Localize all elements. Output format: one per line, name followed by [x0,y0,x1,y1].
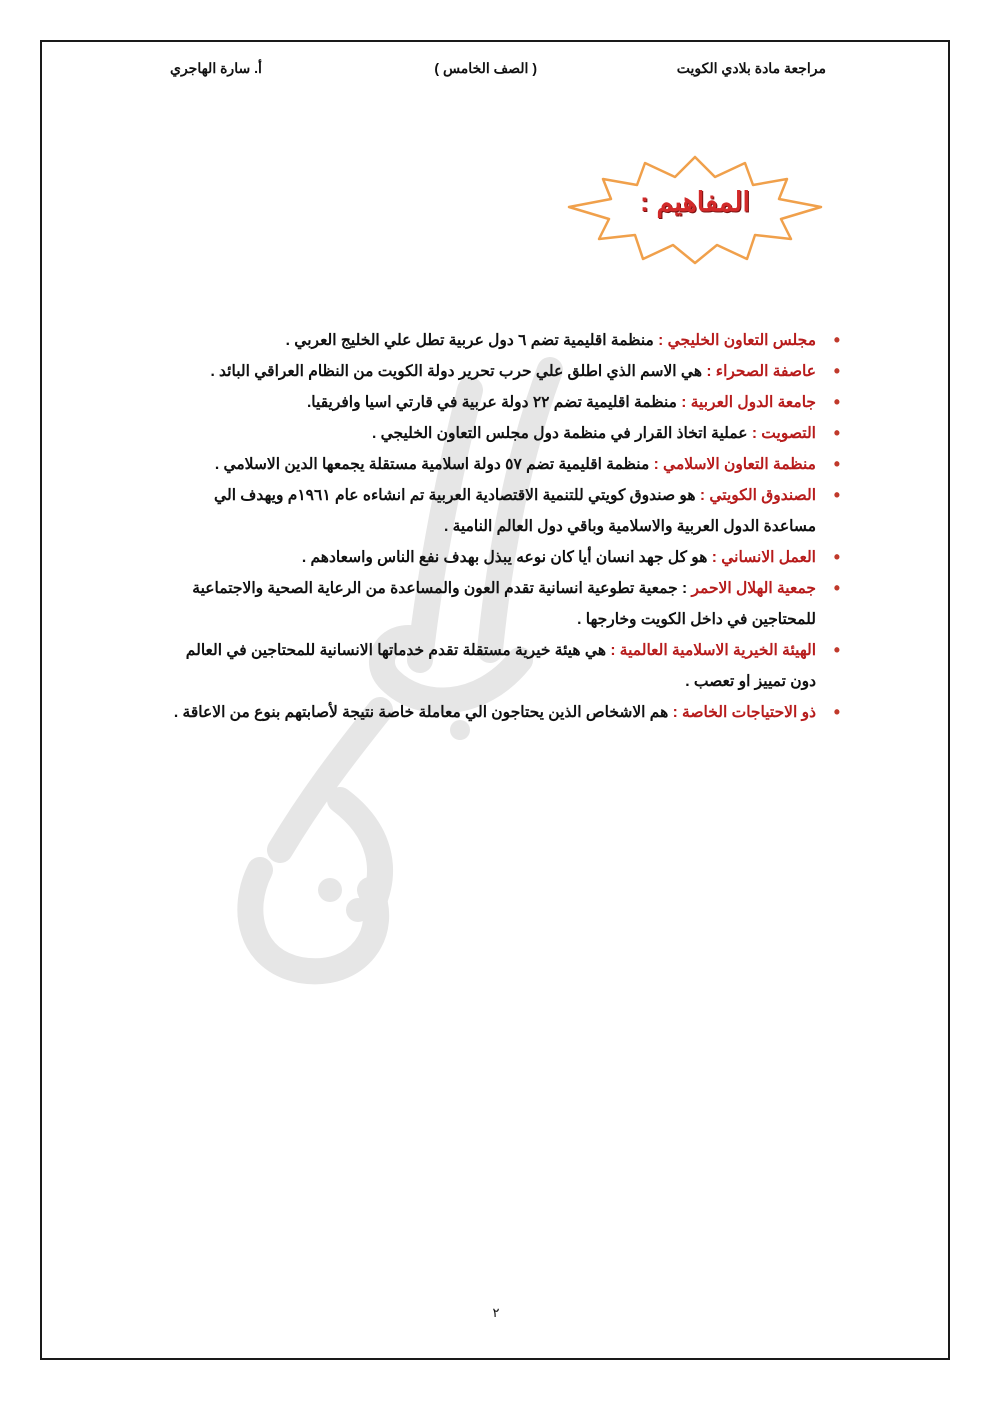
section-title: المفاهيم : [639,187,751,217]
page-number: ٢ [492,1305,500,1320]
concept-definition: هو كل جهد انسان أيا كان نوعه يبذل بهدف نفع الناس واسعادهم . [301,549,712,566]
concept-item [160,697,840,728]
concepts-list [160,325,840,728]
concept-item [160,573,840,635]
concept-definition: هم الاشخاص الذين يحتاجون الي معاملة خاصة نتيجة لأصابتهم بنوع من الاعاقة . [173,704,673,721]
grade-label: ( الصف الخامس ) [434,60,537,76]
page-header [0,60,992,84]
section-title-badge [565,155,825,265]
concept-item [160,356,840,387]
concept-definition: : جمعية تطوعية انسانية تقدم العون والمساعدة من الرعاية الصحية والاجتماعية للمحتاجين في داخل الكويت وخارجها . [192,580,816,628]
concept-definition: عملية اتخاذ القرار في منظمة دول مجلس التعاون الخليجي . [371,425,752,442]
concept-term: الصندوق الكويتي : [699,487,816,504]
concept-item [160,449,840,480]
concept-definition: منظمة اقليمية تضم ٢٢ دولة عربية في قارتي اسيا وافريقيا. [306,394,682,411]
concept-item [160,387,840,418]
concept-term: الهيئة الخيرية الاسلامية العالمية : [610,642,816,659]
concept-term: عاصفة الصحراء : [706,363,816,380]
concept-item [160,635,840,697]
concept-definition: هي هيئة خيرية مستقلة تقدم خدماتها الانسانية للمحتاجين في العالم دون تمييز او تعصب . [185,642,816,690]
concept-definition: منظمة اقليمية تضم ٦ دول عربية تطل علي الخليج العربي . [285,332,659,349]
concept-item [160,542,840,573]
concept-item [160,418,840,449]
concept-term: جامعة الدول العربية : [681,394,816,411]
concept-definition: هو صندوق كويتي للتنمية الاقتصادية العربية تم انشاءه عام ١٩٦١م ويهدف الي مساعدة الدول العربية والاسلامية وباقي دول العالم النامية . [214,487,816,535]
concept-term: العمل الانساني : [711,549,816,566]
concept-item [160,325,840,356]
concept-term: ذو الاحتياجات الخاصة : [672,704,816,721]
concept-definition: هي الاسم الذي اطلق علي حرب تحرير دولة الكويت من النظام العراقي البائد . [210,363,707,380]
concept-definition: منظمة اقليمية تضم ٥٧ دولة اسلامية مستقلة يجمعها الدين الاسلامي . [214,456,654,473]
concept-term: التصويت : [751,425,816,442]
concept-term: جمعية الهلال الاحمر [691,580,816,597]
concept-term: منظمة التعاون الاسلامي : [653,456,816,473]
subject-title: مراجعة مادة بلادي الكويت [676,60,826,76]
teacher-name: أ. سارة الهاجري [170,60,262,76]
concept-term: مجلس التعاون الخليجي : [658,332,816,349]
concept-item [160,480,840,542]
